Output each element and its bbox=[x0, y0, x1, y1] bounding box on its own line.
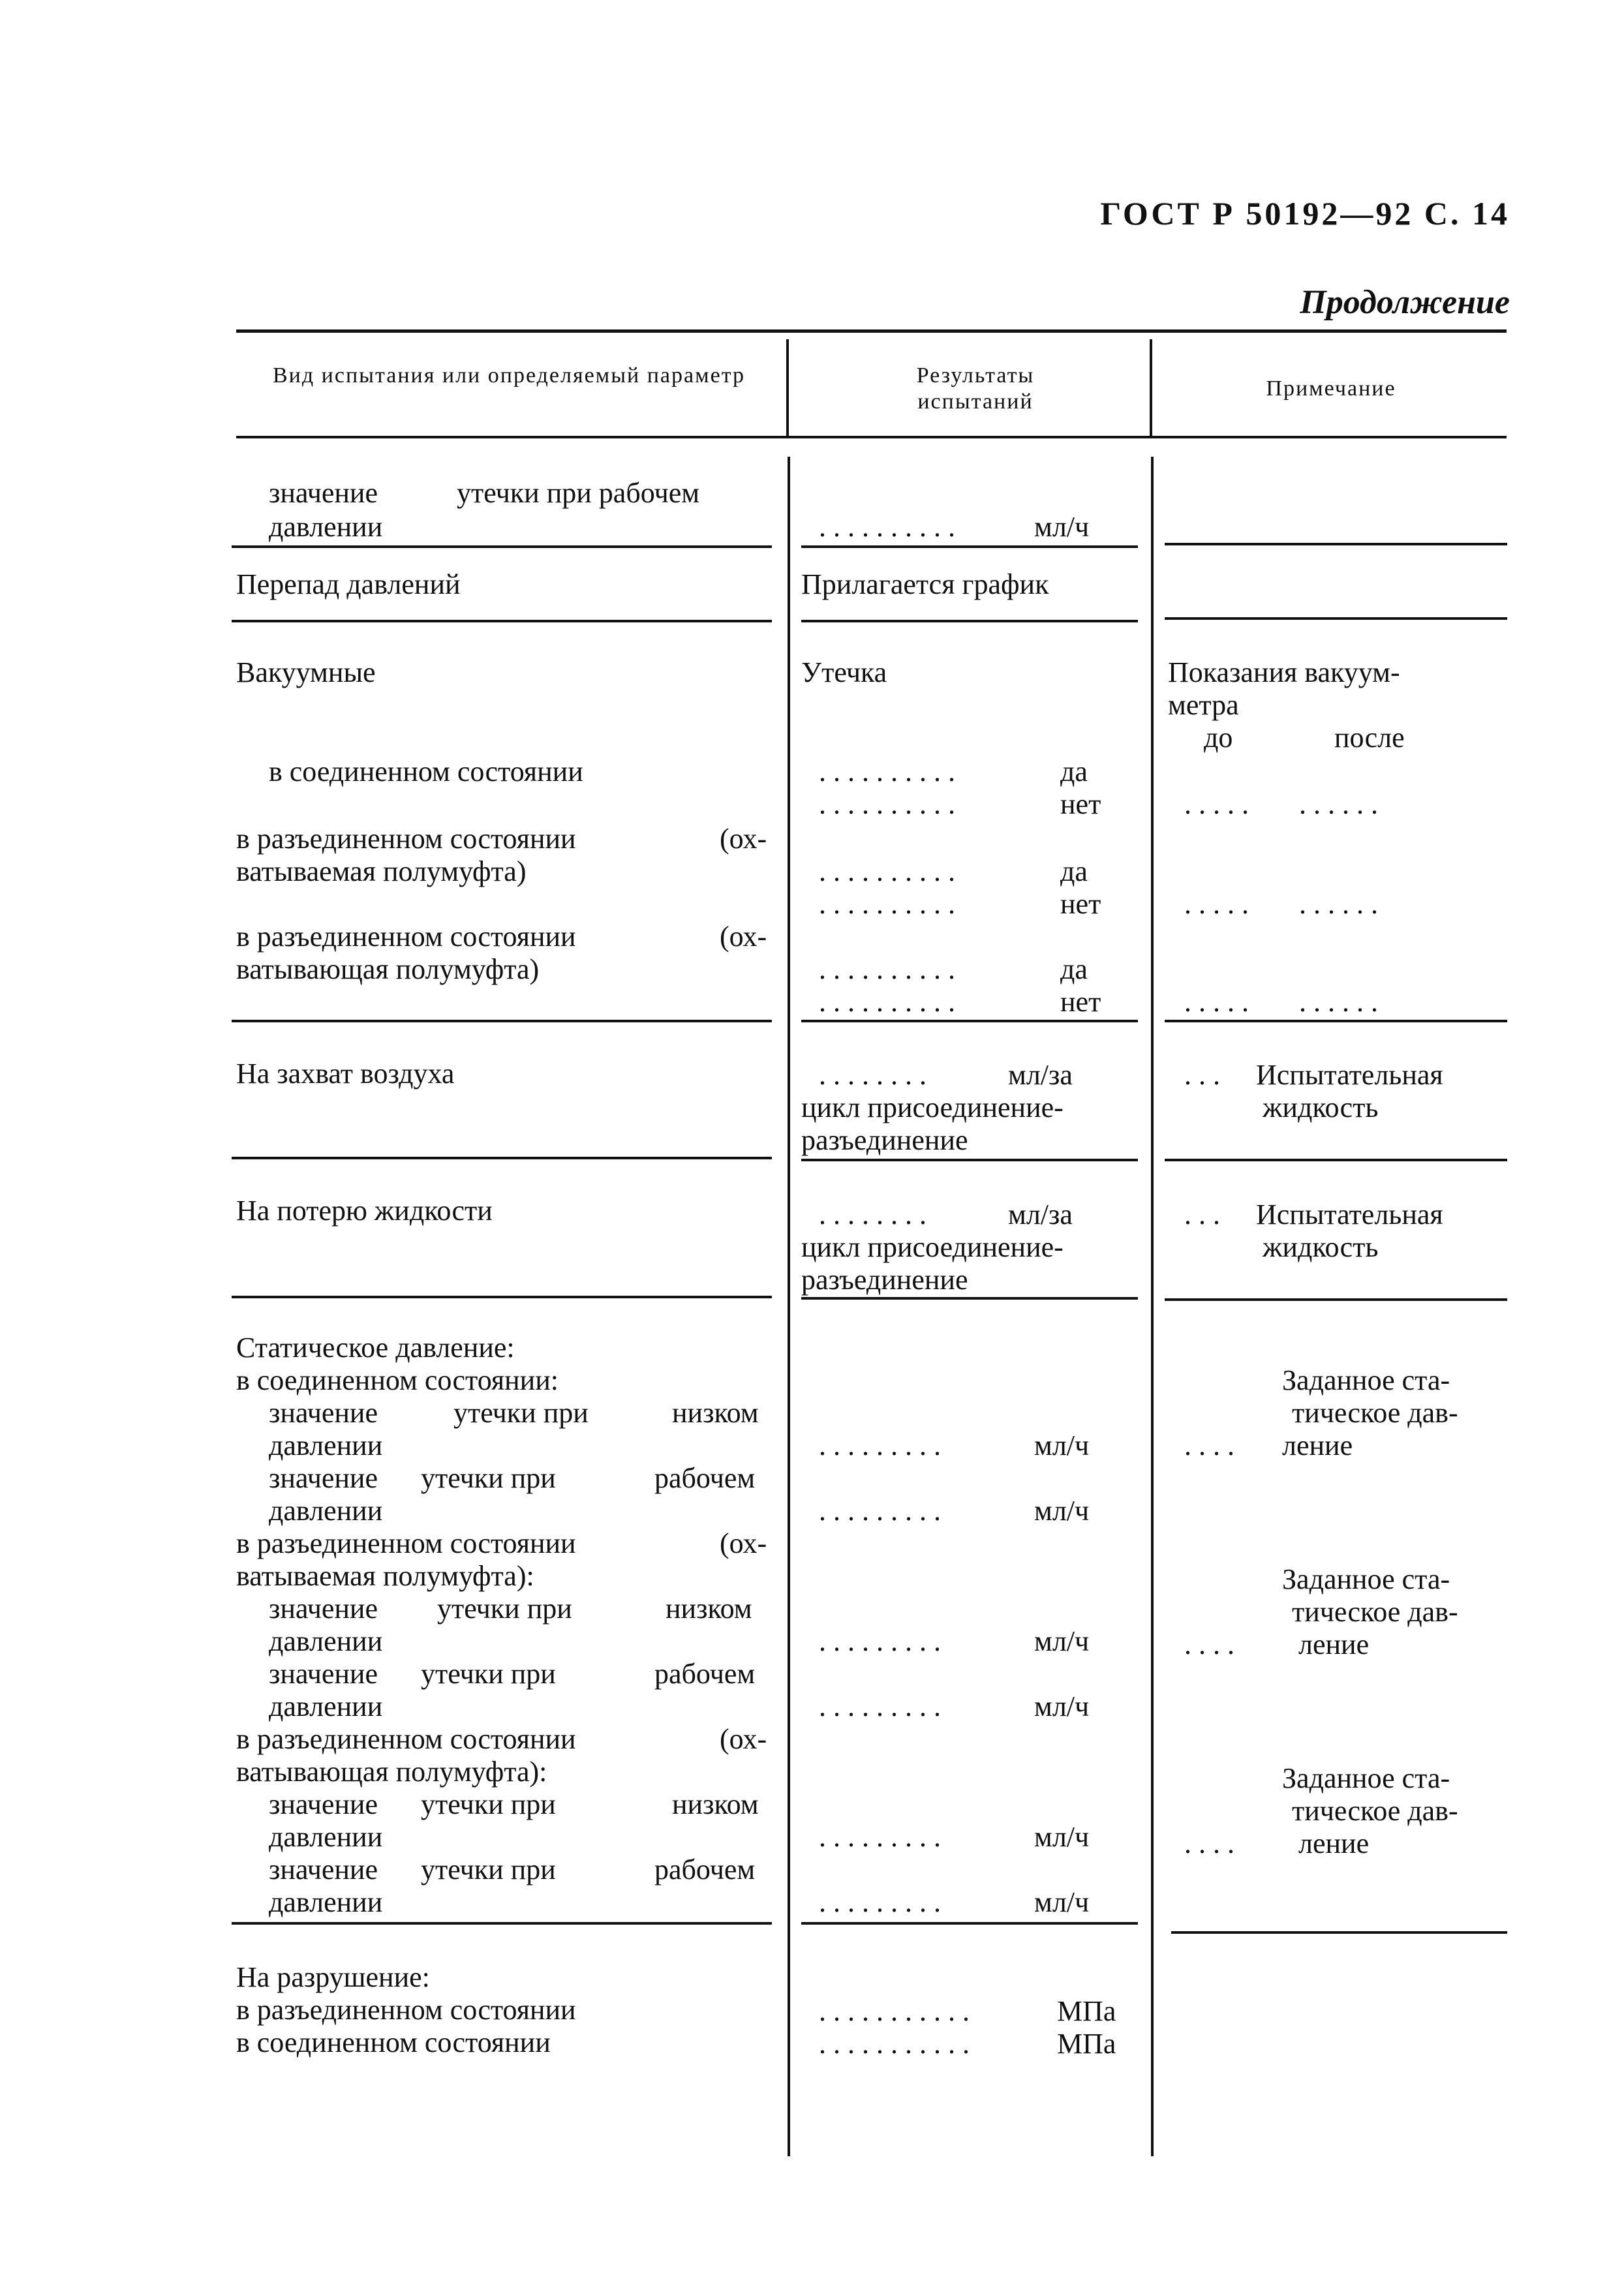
r6-dots-2: . . . . . . . . . bbox=[819, 1495, 941, 1527]
r6-g2-work-d: давлении bbox=[269, 1690, 383, 1722]
r3-sub2-a: в разъединенном состоянии bbox=[236, 823, 576, 855]
r7-unit-1: МПа bbox=[1057, 1995, 1116, 2027]
r7-title: На разрушение: bbox=[236, 1961, 430, 1993]
r5-result-a: мл/за bbox=[1008, 1198, 1073, 1230]
r2-param: Перепад давлений bbox=[236, 568, 461, 600]
r6-note3-a: Заданное ста- bbox=[1282, 1762, 1450, 1794]
r3-no-2: нет bbox=[1060, 888, 1101, 920]
r3-dots-6: . . . . . . . . . . bbox=[819, 986, 955, 1018]
r3-after: после bbox=[1334, 722, 1405, 754]
r5-result-c: разъединение bbox=[801, 1264, 968, 1296]
r6-g3-work-a: значение bbox=[269, 1854, 378, 1885]
r6-unit-5: мл/ч bbox=[1034, 1821, 1090, 1853]
r1-text-b: утечки при рабочем bbox=[457, 477, 700, 509]
r3-yes-1: да bbox=[1060, 756, 1088, 787]
r1-rule-b bbox=[801, 545, 1138, 548]
r3-rule-b bbox=[801, 1020, 1138, 1022]
document-id: ГОСТ Р 50192—92 С. 14 bbox=[1100, 195, 1510, 232]
r4-result-b: цикл присоединение- bbox=[801, 1092, 1064, 1123]
r6-g1-work-c: рабочем bbox=[654, 1462, 756, 1494]
r6-dots-4: . . . . . . . . . bbox=[819, 1690, 941, 1722]
r6-note1-c: ление bbox=[1282, 1429, 1353, 1461]
r3-result: Утечка bbox=[801, 656, 887, 688]
r6-g2-low-a: значение bbox=[269, 1593, 378, 1625]
r3-dots-3: . . . . . . . . . . bbox=[819, 855, 955, 887]
r3-rule-a bbox=[232, 1020, 772, 1022]
r6-unit-6: мл/ч bbox=[1034, 1886, 1090, 1918]
r6-g1-low-a: значение bbox=[269, 1397, 378, 1429]
r6-rule-c bbox=[1171, 1931, 1507, 1934]
r6-g2-work-c: рабочем bbox=[654, 1658, 756, 1690]
col-header-results: Результаты испытаний bbox=[916, 363, 1035, 414]
r6-g3-low-c: низком bbox=[672, 1788, 759, 1820]
r4-result-c: разъединение bbox=[801, 1124, 968, 1156]
r6-group2-b: (ох- bbox=[720, 1527, 767, 1559]
r6-rule-b bbox=[801, 1922, 1138, 1925]
r5-rule-c bbox=[1165, 1298, 1507, 1301]
r3-note-dots-1: . . . . . . . . . . . bbox=[1184, 788, 1378, 820]
r6-g1-work-b: утечки при bbox=[421, 1462, 556, 1494]
r6-g1-low-b: утечки при bbox=[453, 1397, 589, 1429]
r4-note-a: Испытательная bbox=[1256, 1059, 1443, 1091]
r6-dots-5: . . . . . . . . . bbox=[819, 1821, 941, 1853]
r1-text-c: давлении bbox=[269, 511, 383, 543]
r5-rule-b bbox=[801, 1297, 1138, 1300]
r6-note2-dots: . . . . bbox=[1184, 1628, 1234, 1660]
r6-unit-4: мл/ч bbox=[1034, 1690, 1090, 1722]
r5-note-a: Испытательная bbox=[1256, 1198, 1443, 1230]
r6-g1-work-a: значение bbox=[269, 1462, 378, 1494]
r6-g1-low-c: низком bbox=[672, 1397, 759, 1429]
r3-sub2-b: (ох- bbox=[720, 823, 767, 855]
r3-dots-4: . . . . . . . . . . bbox=[819, 888, 955, 920]
r6-dots-6: . . . . . . . . . bbox=[819, 1886, 941, 1918]
col-divider-2 bbox=[1151, 457, 1154, 2156]
r6-group3-b: (ох- bbox=[720, 1723, 767, 1755]
r1-rule-a bbox=[232, 545, 772, 548]
r6-group2-a: в разъединенном состоянии bbox=[236, 1527, 576, 1559]
col-header-note: Примечание bbox=[1266, 376, 1396, 401]
r3-dots-2: . . . . . . . . . . bbox=[819, 788, 955, 820]
r6-group2-c: ватываемая полумуфта): bbox=[236, 1560, 534, 1592]
col-divider-1-header bbox=[786, 339, 789, 437]
r2-result: Прилагается график bbox=[801, 568, 1049, 600]
col-header-parameter: Вид испытания или определяемый параметр bbox=[273, 363, 745, 388]
r3-param: Вакуумные bbox=[236, 656, 376, 688]
r5-note-b: жидкость bbox=[1263, 1231, 1379, 1263]
r6-note1-a: Заданное ста- bbox=[1282, 1364, 1450, 1396]
r5-param: На потерю жидкости bbox=[236, 1195, 493, 1227]
table-top-rule bbox=[236, 329, 1507, 333]
r6-g3-work-d: давлении bbox=[269, 1886, 383, 1918]
r6-unit-2: мл/ч bbox=[1034, 1495, 1090, 1527]
col-divider-2-header bbox=[1150, 339, 1152, 437]
r6-g1-low-d: давлении bbox=[269, 1429, 383, 1461]
r6-unit-1: мл/ч bbox=[1034, 1429, 1090, 1461]
r5-dots: . . . . . . . . bbox=[819, 1198, 927, 1230]
r6-g2-low-d: давлении bbox=[269, 1625, 383, 1657]
header-bottom-rule bbox=[236, 436, 1507, 438]
r6-note1-dots: . . . . bbox=[1184, 1429, 1234, 1461]
r3-no-3: нет bbox=[1060, 986, 1101, 1018]
r6-dots-3: . . . . . . . . . bbox=[819, 1625, 941, 1657]
r4-note-b: жидкость bbox=[1263, 1092, 1379, 1123]
r3-yes-2: да bbox=[1060, 855, 1088, 887]
r7-dots-2: . . . . . . . . . . . bbox=[819, 2028, 970, 2060]
r6-note1-b: тическое дав- bbox=[1292, 1397, 1458, 1429]
r3-dots-1: . . . . . . . . . . bbox=[819, 756, 955, 787]
r4-param: На захват воздуха bbox=[236, 1058, 455, 1090]
r6-g3-work-b: утечки при bbox=[421, 1854, 556, 1885]
col-divider-1 bbox=[788, 457, 790, 2156]
r3-rule-c bbox=[1165, 1020, 1507, 1022]
r6-note3-c: ление bbox=[1298, 1827, 1370, 1859]
r6-note2-b: тическое дав- bbox=[1292, 1596, 1458, 1628]
continuation-label: Продолжение bbox=[1300, 284, 1510, 321]
r2-rule-b bbox=[801, 620, 1138, 622]
r4-rule-a bbox=[232, 1157, 772, 1159]
r6-g1-work-d: давлении bbox=[269, 1495, 383, 1527]
r4-rule-c bbox=[1165, 1159, 1507, 1161]
r6-group3-c: ватывающая полумуфта): bbox=[236, 1756, 547, 1788]
r1-rule-c bbox=[1165, 543, 1507, 545]
r5-note-dots: . . . bbox=[1184, 1198, 1220, 1230]
r4-note-dots: . . . bbox=[1184, 1059, 1220, 1091]
r1-dots: . . . . . . . . . . bbox=[819, 511, 955, 543]
r6-unit-3: мл/ч bbox=[1034, 1625, 1090, 1657]
r6-g3-work-c: рабочем bbox=[654, 1854, 756, 1885]
r7-unit-2: МПа bbox=[1057, 2028, 1116, 2060]
r6-dots-1: . . . . . . . . . bbox=[819, 1429, 941, 1461]
r4-result-a: мл/за bbox=[1008, 1059, 1073, 1091]
r7-dots-1: . . . . . . . . . . . bbox=[819, 1995, 970, 2027]
r3-note-dots-2: . . . . . . . . . . . bbox=[1184, 888, 1378, 920]
r3-sub1: в соединенном состоянии bbox=[269, 756, 583, 787]
r3-sub3-a: в разъединенном состоянии bbox=[236, 921, 576, 953]
r2-rule-c bbox=[1165, 617, 1507, 620]
r6-note2-c: ление bbox=[1298, 1628, 1370, 1660]
r3-sub3-b: (ох- bbox=[720, 921, 767, 953]
r1-text-a: значение bbox=[269, 477, 378, 509]
r6-g3-low-d: давлении bbox=[269, 1821, 383, 1853]
r6-note3-b: тическое дав- bbox=[1292, 1795, 1458, 1827]
r6-g2-low-c: низком bbox=[666, 1593, 752, 1625]
r4-rule-b bbox=[801, 1159, 1138, 1161]
r3-note-a: Показания вакуум- bbox=[1168, 656, 1400, 688]
r3-sub3-c: ватывающая полумуфта) bbox=[236, 953, 540, 985]
r3-note-b: метра bbox=[1168, 689, 1239, 721]
r7-sub-b: в соединенном состоянии bbox=[236, 2026, 551, 2058]
r6-g3-low-a: значение bbox=[269, 1788, 378, 1820]
r3-yes-3: да bbox=[1060, 953, 1088, 985]
r6-note2-a: Заданное ста- bbox=[1282, 1563, 1450, 1595]
r5-rule-a bbox=[232, 1296, 772, 1298]
r1-unit: мл/ч bbox=[1034, 511, 1090, 543]
r6-group1: в соединенном состоянии: bbox=[236, 1364, 559, 1396]
r3-no-1: нет bbox=[1060, 788, 1101, 820]
r6-g3-low-b: утечки при bbox=[421, 1788, 556, 1820]
r3-before: до bbox=[1204, 722, 1233, 754]
r6-rule-a bbox=[232, 1922, 772, 1925]
r6-g2-work-a: значение bbox=[269, 1658, 378, 1690]
r6-title: Статическое давление: bbox=[236, 1332, 515, 1364]
r3-note-dots-3: . . . . . . . . . . . bbox=[1184, 986, 1378, 1018]
r6-g2-work-b: утечки при bbox=[421, 1658, 556, 1690]
r2-rule-a bbox=[232, 620, 772, 622]
r6-note3-dots: . . . . bbox=[1184, 1827, 1234, 1859]
r3-dots-5: . . . . . . . . . . bbox=[819, 953, 955, 985]
r6-group3-a: в разъединенном состоянии bbox=[236, 1723, 576, 1755]
r3-sub2-c: ватываемая полумуфта) bbox=[236, 855, 527, 887]
r5-result-b: цикл присоединение- bbox=[801, 1231, 1064, 1263]
r7-sub-a: в разъединенном состоянии bbox=[236, 1994, 576, 2026]
r4-dots: . . . . . . . . bbox=[819, 1059, 927, 1091]
r6-g2-low-b: утечки при bbox=[437, 1593, 572, 1625]
